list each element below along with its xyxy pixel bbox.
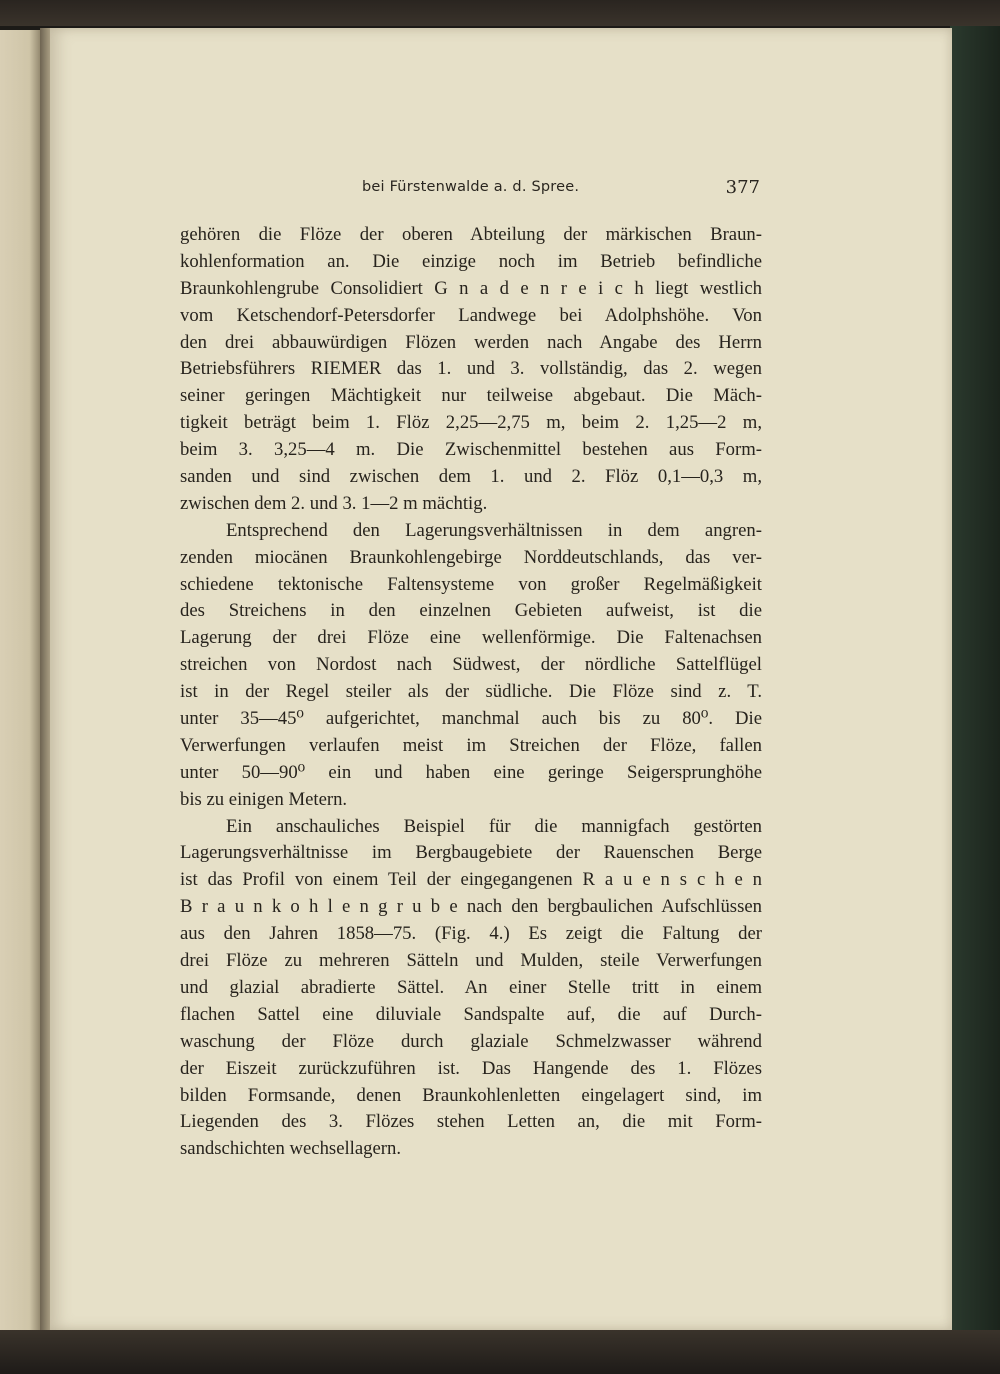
text-line: zwischen dem 2. und 3. 1—2 m mächtig. bbox=[180, 492, 488, 514]
text-line: vom Ketschendorf-Petersdorfer Landwege bei Adolphshöhe. Von bbox=[180, 304, 762, 326]
text-line: sanden und sind zwischen dem 1. und 2. Flöz 0,1—0,3 m, bbox=[180, 466, 762, 488]
text-line: tigkeit beträgt beim 1. Flöz 2,25—2,75 m, beim 2. 1,25—2 m, bbox=[180, 412, 762, 434]
text-line: schiedene tektonische Faltensysteme von großer Regelmäßigkeit bbox=[180, 573, 762, 595]
running-title: bei Fürstenwalde a. d. Spree. bbox=[362, 179, 580, 195]
text-line: des Streichens in den einzelnen Gebieten aufweist, ist die bbox=[180, 600, 762, 622]
book-cover-edge bbox=[950, 26, 1000, 1336]
text-line: Lagerungsverhältnisse im Bergbaugebiete der Rauenschen Berge bbox=[180, 842, 762, 864]
text-line: unter 35—45⁰ aufgerichtet, manchmal auch bis zu 80⁰. Die bbox=[180, 708, 762, 730]
text-line: den drei abbauwürdigen Flözen werden nach Angabe des Herrn bbox=[180, 331, 762, 353]
text-line: bis zu einigen Metern. bbox=[180, 788, 348, 810]
text-line: zenden miocänen Braunkohlengebirge Norddeutschlands, das ver- bbox=[180, 546, 762, 568]
paragraph-1 bbox=[180, 222, 762, 518]
facing-page-edge bbox=[0, 30, 42, 1330]
text-line: der Eiszeit zurückzuführen ist. Das Hangende des 1. Flözes bbox=[180, 1057, 762, 1079]
text-line: ist das Profil von einem Teil der eingegangenen R a u e n s c h e n bbox=[180, 869, 762, 891]
text-line: Ein anschauliches Beispiel für die mannigfach gestörten bbox=[226, 815, 762, 837]
paragraph-3 bbox=[180, 814, 762, 1164]
text-line: beim 3. 3,25—4 m. Die Zwischenmittel bestehen aus Form- bbox=[180, 439, 762, 461]
paragraph-2 bbox=[180, 518, 762, 814]
book-gutter bbox=[40, 28, 50, 1332]
text-line: und glazial abradierte Sättel. An einer Stelle tritt in einem bbox=[180, 976, 762, 998]
text-line: drei Flöze zu mehreren Sätteln und Mulden, steile Verwerfungen bbox=[180, 950, 762, 972]
text-line: aus den Jahren 1858—75. (Fig. 4.) Es zeigt die Faltung der bbox=[180, 923, 762, 945]
running-head bbox=[362, 177, 762, 201]
text-line: Entsprechend den Lagerungsverhältnissen in dem angren- bbox=[226, 519, 762, 541]
text-line: unter 50—90⁰ ein und haben eine geringe Seigersprunghöhe bbox=[180, 761, 762, 783]
text-line: Verwerfungen verlaufen meist im Streichen der Flöze, fallen bbox=[180, 734, 762, 756]
text-line: Betriebsführers RIEMER das 1. und 3. vollständig, das 2. wegen bbox=[180, 358, 762, 380]
text-line: Lagerung der drei Flöze eine wellenförmige. Die Faltenachsen bbox=[180, 627, 762, 649]
text-line: seiner geringen Mächtigkeit nur teilweise abgebaut. Die Mäch- bbox=[180, 385, 762, 407]
text-line: gehören die Flöze der oberen Abteilung der märkischen Braun- bbox=[180, 224, 762, 245]
text-line: Liegenden des 3. Flözes stehen Letten an, die mit Form- bbox=[180, 1111, 762, 1133]
text-line: flachen Sattel eine diluviale Sandspalte auf, die auf Durch- bbox=[180, 1003, 762, 1025]
page-number: 377 bbox=[725, 177, 760, 198]
book-top-edge bbox=[0, 0, 1000, 26]
text-line: kohlenformation an. Die einzige noch im Betrieb befindliche bbox=[180, 250, 762, 272]
body-text bbox=[180, 222, 762, 1163]
text-line: streichen von Nordost nach Südwest, der nördliche Sattelflügel bbox=[180, 654, 762, 676]
text-line: ist in der Regel steiler als der südliche. Die Flöze sind z. T. bbox=[180, 681, 762, 703]
text-line: bilden Formsande, denen Braunkohlenletten eingelagert sind, im bbox=[180, 1084, 762, 1106]
text-line: sandschichten wechsellagern. bbox=[180, 1138, 402, 1160]
text-line: Braunkohlengrube Consolidiert G n a d e n r e i c h liegt westlich bbox=[180, 277, 762, 299]
text-line: waschung der Flöze durch glaziale Schmelzwasser während bbox=[180, 1030, 762, 1052]
book-bottom-edge bbox=[0, 1330, 1000, 1374]
text-line: B r a u n k o h l e n g r u b e nach den bergbaulichen Aufschlüssen bbox=[180, 896, 762, 918]
